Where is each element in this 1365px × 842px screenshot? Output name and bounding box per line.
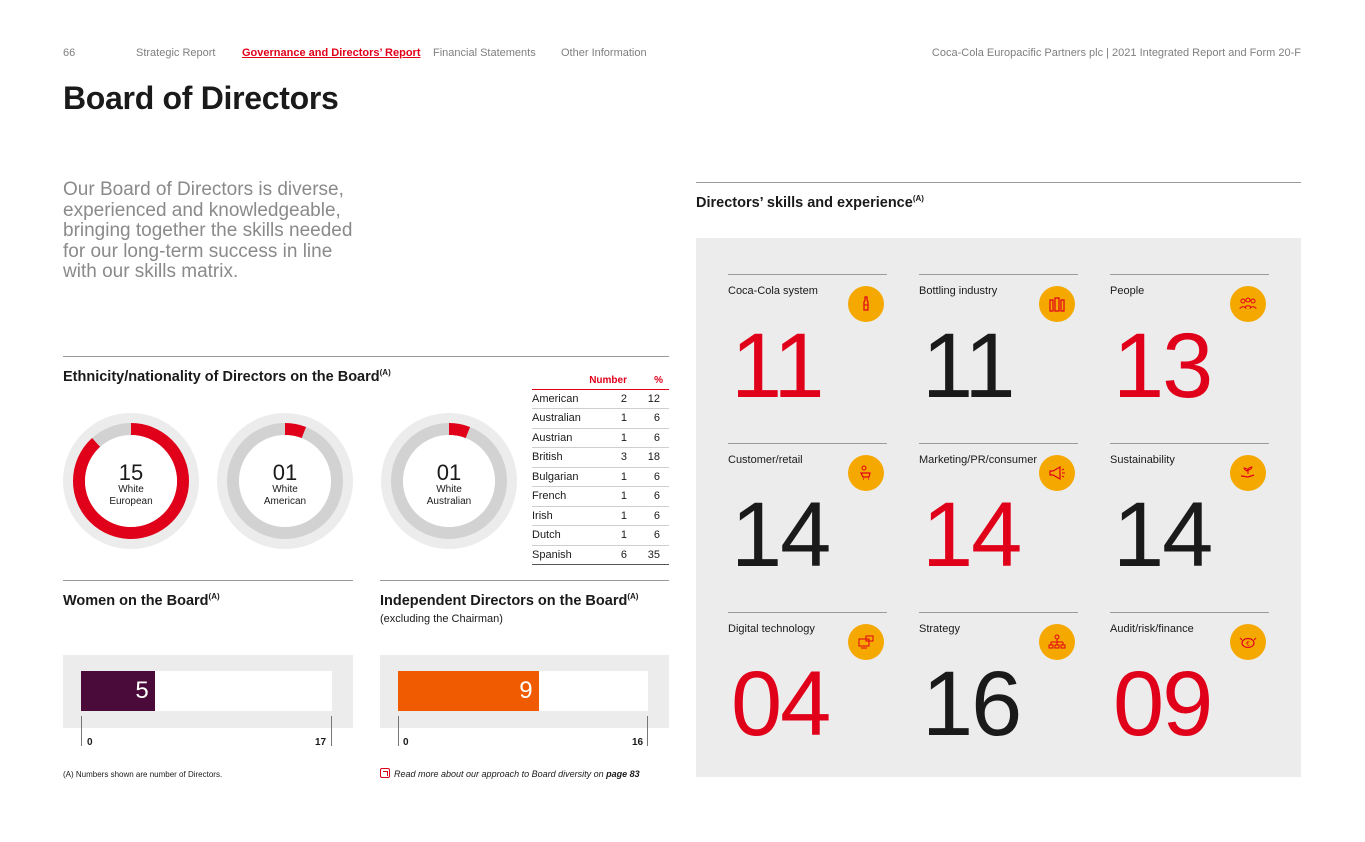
- section-divider: [63, 356, 669, 357]
- skill-name: Marketing/PR/consumer: [919, 454, 1037, 466]
- skill-tile: [919, 274, 1078, 442]
- donut-value: 01: [272, 460, 298, 485]
- table-row: [532, 409, 669, 429]
- nav-other-information[interactable]: Other Information: [561, 47, 647, 59]
- skill-divider: [1110, 612, 1269, 613]
- number-cell: 1: [589, 526, 635, 546]
- skill-tile: [1110, 443, 1269, 611]
- nationality-cell: Dutch: [532, 526, 589, 546]
- independent-title-sup: (A): [627, 592, 639, 601]
- read-more-link[interactable]: [380, 768, 640, 779]
- ethnicity-title-sup: (A): [379, 368, 391, 377]
- table-header-percent: %: [635, 373, 669, 389]
- skill-name: Bottling industry: [919, 285, 998, 297]
- percent-cell: 6: [635, 467, 669, 487]
- nationality-cell: Bulgarian: [532, 467, 589, 487]
- nationality-cell: Spanish: [532, 545, 589, 565]
- skill-name: Digital technology: [728, 623, 815, 635]
- piggy-bank-icon: [1230, 624, 1266, 660]
- skill-tile: [728, 443, 887, 611]
- skill-value: 13: [1113, 315, 1212, 417]
- table-row: [532, 487, 669, 507]
- women-bar-value: 5: [135, 677, 149, 704]
- number-cell: 2: [589, 389, 635, 409]
- donut-label-line1: White: [272, 484, 298, 495]
- independent-axis-min: 0: [403, 737, 409, 748]
- women-axis-tick-min: [81, 716, 82, 746]
- skills-panel: [696, 238, 1301, 777]
- donut-value: 15: [118, 460, 144, 485]
- plant-hand-icon: [1230, 455, 1266, 491]
- top-navigation: [0, 47, 1365, 61]
- table-header-number: Number: [589, 373, 635, 389]
- women-axis-min: 0: [87, 737, 93, 748]
- nationality-cell: Australian: [532, 409, 589, 429]
- read-more-text: Read more about our approach to Board diversity on: [394, 769, 607, 779]
- table-row: [532, 506, 669, 526]
- skill-divider: [919, 612, 1078, 613]
- skill-tile: [728, 612, 887, 780]
- percent-cell: 6: [635, 526, 669, 546]
- skill-tile: [1110, 612, 1269, 780]
- skill-name: Coca-Cola system: [728, 285, 818, 297]
- skill-divider: [919, 443, 1078, 444]
- skill-value: 16: [922, 653, 1021, 755]
- table-header-row: [532, 373, 669, 389]
- skill-name: Strategy: [919, 623, 960, 635]
- number-cell: 1: [589, 506, 635, 526]
- donut-label-line2: Australian: [426, 495, 472, 507]
- independent-bar-fill: [398, 671, 539, 711]
- nav-governance-report[interactable]: Governance and Directors’ Report: [242, 47, 421, 59]
- number-cell: 3: [589, 448, 635, 468]
- skill-divider: [1110, 443, 1269, 444]
- number-cell: 1: [589, 409, 635, 429]
- skill-value: 14: [1113, 484, 1212, 586]
- skill-divider: [728, 274, 887, 275]
- percent-cell: 6: [635, 487, 669, 507]
- nationality-cell: British: [532, 448, 589, 468]
- donut-label-line2: European: [109, 495, 153, 507]
- section-divider: [696, 182, 1301, 183]
- number-cell: 1: [589, 487, 635, 507]
- skill-name: People: [1110, 285, 1145, 297]
- skill-value: 11: [922, 315, 1014, 417]
- table-row: [532, 428, 669, 448]
- skill-value: 11: [731, 315, 823, 417]
- independent-title: [380, 592, 638, 609]
- skill-tile: [919, 443, 1078, 611]
- shopping-cart-icon: [848, 455, 884, 491]
- nationality-cell: French: [532, 487, 589, 507]
- percent-cell: 35: [635, 545, 669, 565]
- skill-divider: [728, 612, 887, 613]
- number-cell: 1: [589, 467, 635, 487]
- independent-subtitle: (excluding the Chairman): [380, 613, 503, 625]
- page-title: Board of Directors: [63, 80, 339, 116]
- independent-bar-value: 9: [519, 677, 533, 704]
- nationality-cell: Austrian: [532, 428, 589, 448]
- intro-text: Our Board of Directors is diverse, experienced and knowledgeable, bringing together the skills needed for our long-term success in line with our skills matrix.: [63, 179, 353, 282]
- donut-label-line1: White: [118, 484, 144, 495]
- hierarchy-icon: [1039, 624, 1075, 660]
- footnote: (A) Numbers shown are number of Directors.: [63, 770, 223, 779]
- section-divider: [63, 580, 353, 581]
- devices-icon: [848, 624, 884, 660]
- percent-cell: 18: [635, 448, 669, 468]
- nationality-table: [532, 373, 669, 565]
- skill-name: Sustainability: [1110, 454, 1175, 466]
- nav-strategic-report[interactable]: Strategic Report: [136, 47, 216, 59]
- independent-title-text: Independent Directors on the Board: [380, 592, 628, 609]
- page-number: 66: [63, 47, 76, 59]
- megaphone-icon: [1039, 455, 1075, 491]
- women-bar-fill: [81, 671, 155, 711]
- table-row: [532, 545, 669, 565]
- skill-name: Audit/risk/finance: [1110, 623, 1194, 635]
- nationality-cell: American: [532, 389, 589, 409]
- donut-value: 01: [436, 460, 462, 485]
- women-axis-tick-max: [331, 716, 332, 746]
- table-header-blank: [532, 373, 589, 389]
- skills-title-sup: (A): [912, 194, 924, 203]
- ethnicity-title-text: Ethnicity/nationality of Directors on the Board: [63, 368, 380, 385]
- skill-divider: [1110, 274, 1269, 275]
- skill-divider: [919, 274, 1078, 275]
- table-row: [532, 526, 669, 546]
- skill-value: 04: [731, 653, 830, 755]
- independent-axis-tick-max: [647, 716, 648, 746]
- skill-value: 09: [1113, 653, 1212, 755]
- donut-label-white-australian: [380, 462, 518, 507]
- read-more-page[interactable]: page 83: [606, 769, 640, 779]
- skill-value: 14: [922, 484, 1021, 586]
- skill-tile: [919, 612, 1078, 780]
- skill-tile: [728, 274, 887, 442]
- percent-cell: 6: [635, 409, 669, 429]
- skill-value: 14: [731, 484, 830, 586]
- independent-axis-tick-min: [398, 716, 399, 746]
- skill-tile: [1110, 274, 1269, 442]
- table-row: [532, 389, 669, 409]
- document-title: Coca-Cola Europacific Partners plc | 2021 Integrated Report and Form 20-F: [931, 47, 1301, 59]
- percent-cell: 6: [635, 428, 669, 448]
- percent-cell: 6: [635, 506, 669, 526]
- skills-title-text: Directors’ skills and experience: [696, 194, 913, 211]
- bottle-icon: [848, 286, 884, 322]
- section-divider: [380, 580, 669, 581]
- independent-axis-max: 16: [632, 737, 644, 748]
- number-cell: 6: [589, 545, 635, 565]
- skill-divider: [728, 443, 887, 444]
- people-icon: [1230, 286, 1266, 322]
- women-title-sup: (A): [208, 592, 220, 601]
- skills-title: [696, 194, 924, 211]
- nationality-cell: Irish: [532, 506, 589, 526]
- number-cell: 1: [589, 428, 635, 448]
- skill-name: Customer/retail: [728, 454, 803, 466]
- svg-text:€: €: [1246, 640, 1250, 648]
- bottles-icon: [1039, 286, 1075, 322]
- table-row: [532, 467, 669, 487]
- donut-label-white-european: [62, 462, 200, 507]
- women-axis-max: 17: [315, 737, 327, 748]
- link-arrow-icon: [380, 768, 390, 778]
- donut-label-line1: White: [436, 484, 462, 495]
- percent-cell: 12: [635, 389, 669, 409]
- women-title: [63, 592, 220, 609]
- ethnicity-title: [63, 368, 391, 385]
- donut-label-white-american: [216, 462, 354, 507]
- table-row: [532, 448, 669, 468]
- women-title-text: Women on the Board: [63, 592, 209, 609]
- nationality-table-body: [532, 389, 669, 565]
- nav-financial-statements[interactable]: Financial Statements: [433, 47, 536, 59]
- donut-label-line2: American: [263, 495, 307, 507]
